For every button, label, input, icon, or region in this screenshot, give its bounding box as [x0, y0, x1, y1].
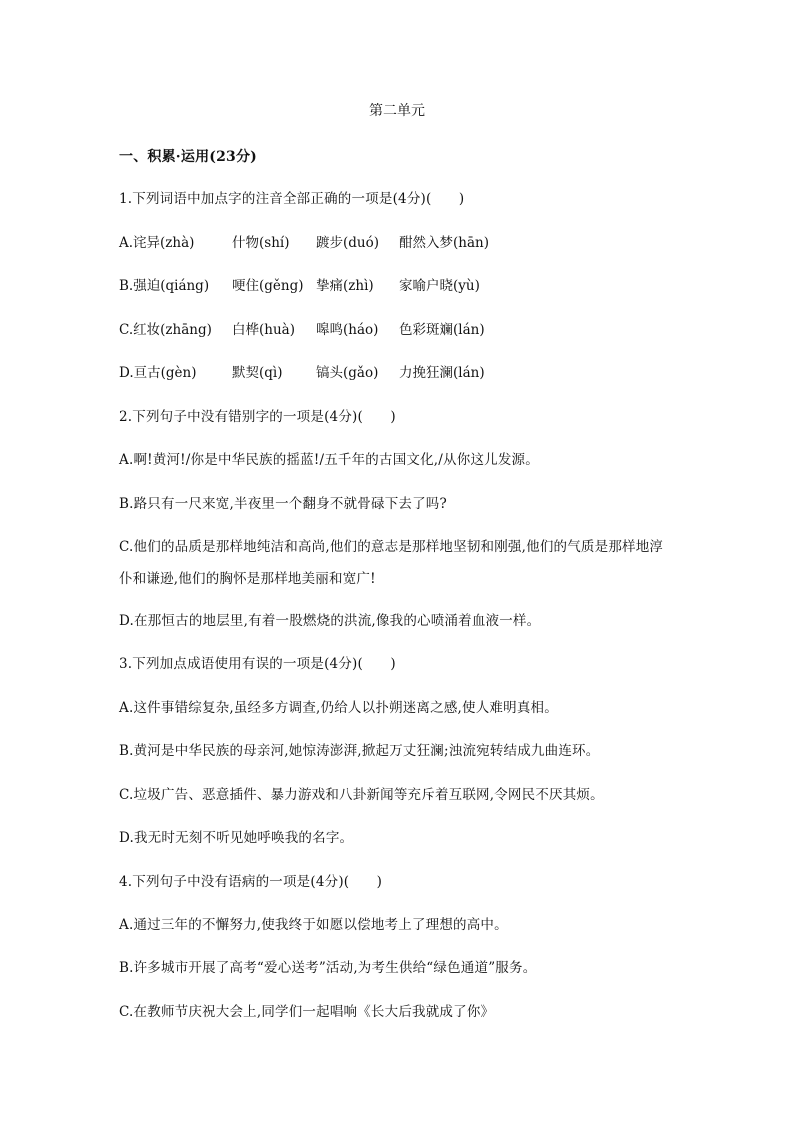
option-word: 家喻户晓(yù) [399, 278, 480, 294]
question-2-option-a: A.啊!黄河!/你是中华民族的摇蓝!/五千年的古国文化,/从你这儿发源。 [119, 452, 539, 468]
option-word: 哽住(gěng) [232, 278, 304, 294]
question-3-option-d: D.我无时无刻不听见她呼唤我的名字。 [119, 830, 354, 846]
question-1-stem: 1.下列词语中加点字的注音全部正确的一项是(4分)( ) [119, 191, 465, 207]
section-heading: 一、积累·运用(23分) [119, 149, 258, 165]
question-3-option-b: B.黄河是中华民族的母亲河,她惊涛澎湃,掀起万丈狂澜;浊流宛转结成九曲连环。 [119, 743, 600, 759]
question-3-stem: 3.下列加点成语使用有误的一项是(4分)( ) [119, 656, 396, 672]
question-3-option-c: C.垃圾广告、恶意插件、暴力游戏和八卦新闻等充斥着互联网,令网民不厌其烦。 [119, 787, 604, 803]
option-word: 力挽狂澜(lán) [399, 365, 485, 381]
option-word: 镐头(gǎo) [316, 365, 379, 381]
unit-title: 第二单元 [369, 103, 425, 119]
option-word: 踱步(duó) [316, 235, 379, 251]
option-word: D.亘古(gèn) [119, 365, 197, 381]
question-2-option-b: B.路只有一尺来宽,半夜里一个翻身不就骨碌下去了吗? [119, 496, 447, 512]
question-2-option-c: C.他们的品质是那样地纯洁和高尚,他们的意志是那样地坚韧和刚强,他们的气质是那样地淳 [119, 539, 664, 555]
question-4-option-a: A.通过三年的不懈努力,使我终于如愿以偿地考上了理想的高中。 [119, 917, 508, 933]
option-word: 什物(shí) [232, 235, 290, 251]
question-2-stem: 2.下列句子中没有错别字的一项是(4分)( ) [119, 409, 396, 425]
option-word: 色彩斑斓(lán) [399, 322, 485, 338]
option-word: 挚痛(zhì) [316, 278, 374, 294]
option-word: A.诧异(zhà) [119, 235, 195, 251]
option-word: C.红妆(zhāng) [119, 322, 212, 338]
option-word: 白桦(huà) [232, 322, 295, 338]
question-2-option-c-continued: 仆和谦逊,他们的胸怀是那样地美丽和宽广! [119, 571, 376, 587]
question-3-option-a: A.这件事错综复杂,虽经多方调查,仍给人以扑朔迷离之感,使人难明真相。 [119, 700, 558, 716]
option-word: B.强迫(qiáng) [119, 278, 210, 294]
question-2-option-d: D.在那恒古的地层里,有着一股燃烧的洪流,像我的心喷涌着血液一样。 [119, 613, 541, 629]
option-word: 嗥鸣(háo) [316, 322, 379, 338]
question-4-option-c: C.在教师节庆祝大会上,同学们一起唱响《长大后我就成了你》 [119, 1004, 495, 1020]
option-word: 酣然入梦(hān) [399, 235, 489, 251]
question-4-stem: 4.下列句子中没有语病的一项是(4分)( ) [119, 874, 383, 890]
option-word: 默契(qì) [232, 365, 283, 381]
question-4-option-b: B.许多城市开展了高考“爱心送考”活动,为考生供给“绿色通道”服务。 [119, 960, 537, 976]
